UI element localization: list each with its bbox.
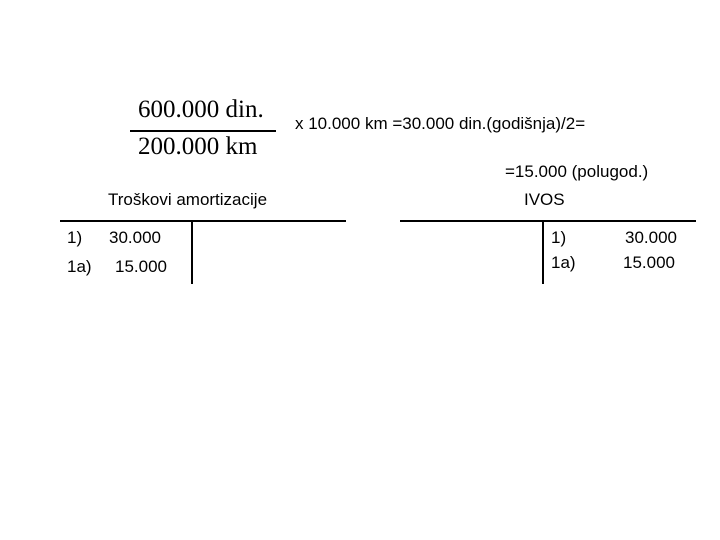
entry-ref: 1) [551,228,567,247]
t-account-horizontal-line [60,220,346,222]
fraction-numerator: 600.000 din. [138,96,264,123]
account-title: Troškovi amortizacije [108,190,268,209]
entry-amount: 30.000 [109,228,161,247]
entry-amount: 30.000 [625,228,677,247]
entry-amount: 15.000 [115,257,167,276]
fraction-denominator: 200.000 km [138,133,258,160]
t-account-horizontal-line [400,220,696,222]
entry-ref: 1a) [551,253,576,272]
t-account-vertical-line [191,220,193,284]
fraction-bar [130,130,276,132]
account-title: IVOS [524,190,565,209]
calculation-text: x 10.000 km =30.000 din.(godišnja)/2= [295,114,586,133]
entry-amount: 15.000 [623,253,675,272]
t-account-vertical-line [542,220,544,284]
calculation-result: =15.000 (polugod.) [505,162,649,181]
entry-ref: 1) [67,228,83,247]
entry-ref: 1a) [67,257,92,276]
